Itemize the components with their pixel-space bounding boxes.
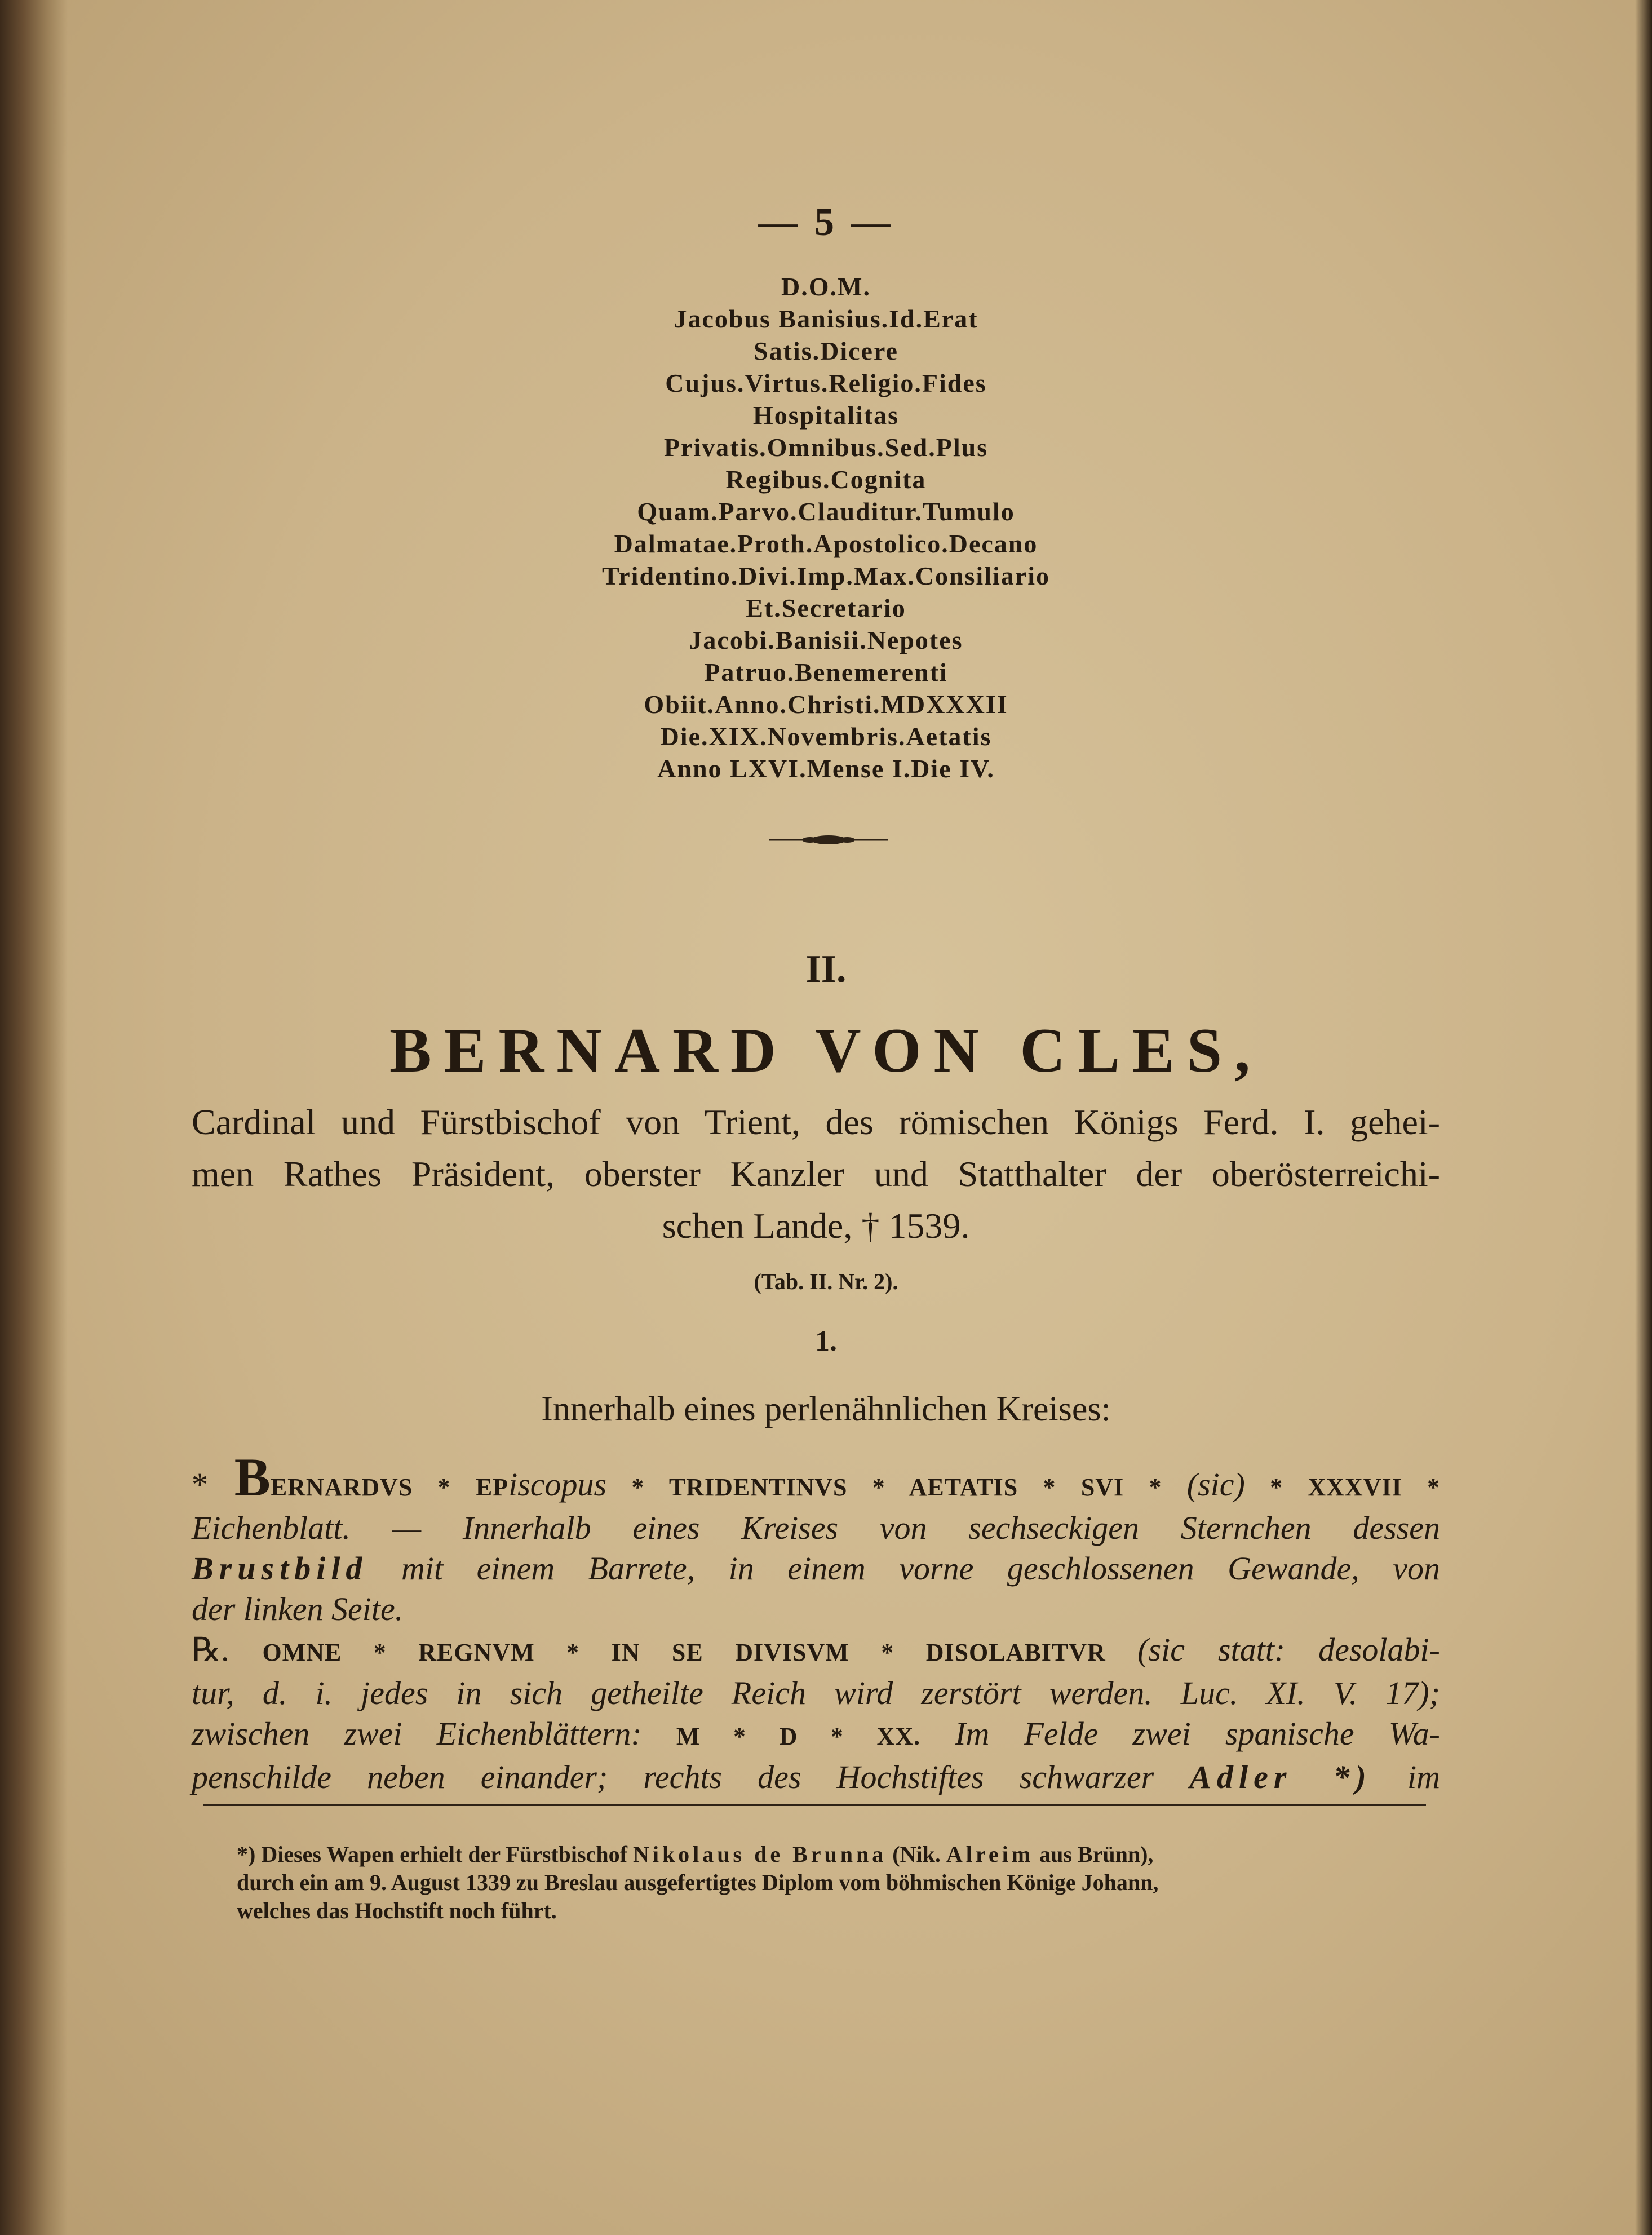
- inscription-line: Anno LXVI.Mense I.Die IV.: [657, 754, 995, 783]
- inscription-line: Satis.Dicere: [754, 337, 898, 365]
- subtitle-line: men Rathes Präsident, oberster Kanzler und Statthalter der oberösterreichi-: [192, 1154, 1440, 1194]
- subtitle-line: Cardinal und Fürstbischof von Trient, des römischen Königs Ferd. I. gehei-: [192, 1102, 1440, 1142]
- inscription-line: Dalmatae.Proth.Apostolico.Decano: [614, 529, 1038, 558]
- inscription-line: Quam.Parvo.Clauditur.Tumulo: [637, 497, 1015, 526]
- inscription-line: Hospitalitas: [752, 401, 900, 430]
- ornament-divider-icon: [769, 829, 888, 851]
- inscription-line: Et.Secretario: [746, 594, 906, 622]
- body-line: * BERNARDVS * EPiscopus * TRIDENTINVS * AETATIS * SVI * (sic) * XXXVII *: [192, 1447, 1440, 1507]
- body-line: ℞. OMNE * REGNVM * IN SE DIVISVM * DISOLABITVR (sic statt: desolabi-: [192, 1631, 1440, 1668]
- inscription-line: Obiit.Anno.Christi.MDXXXII: [644, 690, 1008, 719]
- inscription-line: Cujus.Virtus.Religio.Fides: [665, 369, 987, 397]
- footnote-rule: [203, 1804, 1426, 1806]
- body-line: tur, d. i. jedes in sich getheilte Reich wird zerstört werden. Luc. XI. V. 17);: [192, 1675, 1440, 1711]
- inscription-line: Jacobus Banisius.Id.Erat: [674, 304, 978, 333]
- medal-description: [192, 1447, 1441, 1798]
- inscription-line: Die.XIX.Novembris.Aetatis: [660, 722, 992, 751]
- plate-reference: (Tab. II. Nr. 2).: [754, 1269, 898, 1294]
- body-line: Brustbild mit einem Barrete, in einem vorne geschlossenen Gewande, von: [192, 1550, 1440, 1587]
- inscription-line: D.O.M.: [781, 272, 871, 301]
- obverse-intro: Innerhalb eines perlenähnlichen Kreises:: [541, 1390, 1111, 1428]
- inscription-line: Patruo.Benemerenti: [704, 658, 948, 687]
- footnote: [237, 1840, 1432, 1925]
- section-subtitle: [192, 1096, 1440, 1252]
- section-number: II.: [805, 948, 847, 991]
- page-number: — 5 —: [758, 201, 894, 244]
- footnote-line: welches das Hochstift noch führt.: [237, 1898, 557, 1923]
- body-line: Eichenblatt. — Innerhalb eines Kreises von sechseckigen Sternchen dessen: [192, 1510, 1440, 1546]
- body-line: zwischen zwei Eichenblättern: M * D * XX. Im Felde zwei spanische Wa-: [192, 1715, 1440, 1752]
- epitaph-inscription: [0, 271, 1652, 785]
- item-number: 1.: [815, 1325, 837, 1357]
- section-heading: BERNARD VON CLES,: [389, 1016, 1263, 1086]
- inscription-line: Privatis.Omnibus.Sed.Plus: [663, 433, 989, 462]
- inscription-line: Regibus.Cognita: [725, 465, 927, 494]
- footnote-line: durch ein am 9. August 1339 zu Breslau ausgefertigtes Diplom vom böhmischen Könige Johann,: [237, 1870, 1159, 1895]
- body-line: der linken Seite.: [192, 1591, 404, 1627]
- body-line: penschilde neben einander; rechts des Hochstiftes schwarzer Adler *) im: [192, 1759, 1441, 1795]
- inscription-line: Jacobi.Banisii.Nepotes: [689, 626, 963, 654]
- footnote-line: *) Dieses Wapen erhielt der Fürstbischof Nikolaus de Brunna (Nik. Alreim aus Brünn),: [237, 1842, 1154, 1867]
- inscription-line: Tridentino.Divi.Imp.Max.Consiliario: [602, 561, 1050, 590]
- subtitle-line: schen Lande, † 1539.: [662, 1206, 970, 1246]
